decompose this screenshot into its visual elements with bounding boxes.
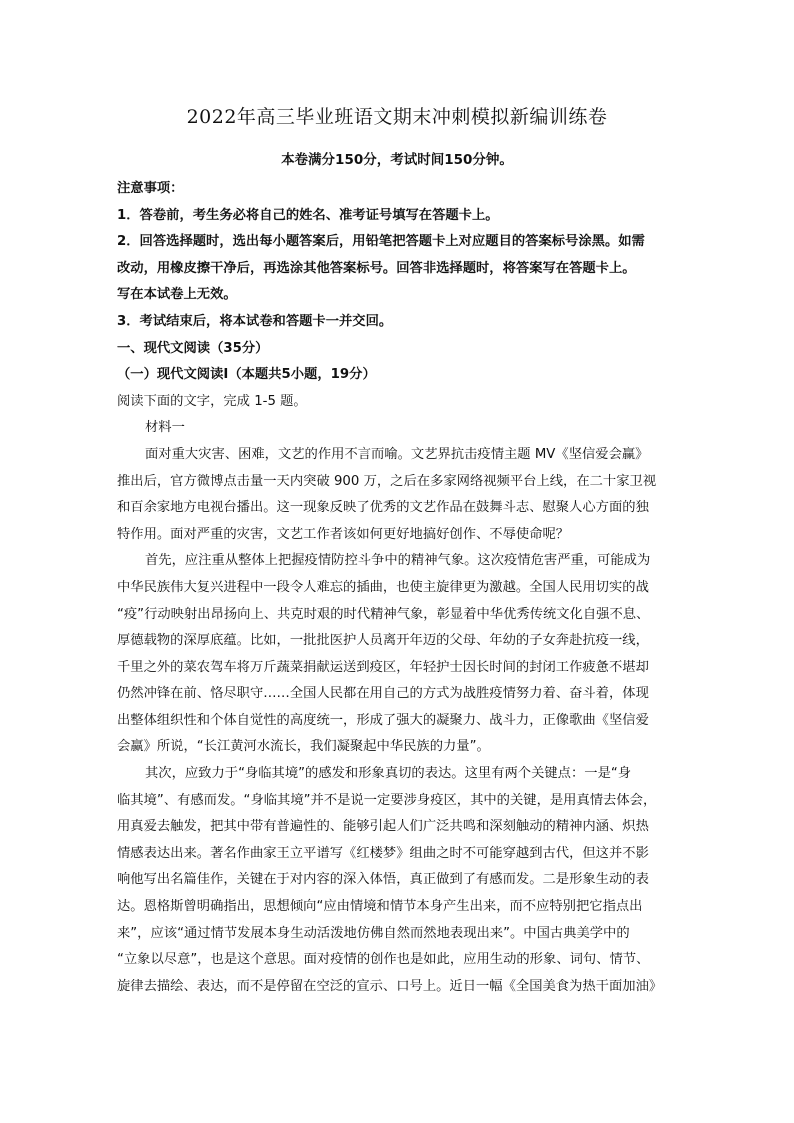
- para2-line-4: 厚德载物的深厚底蕴。比如，一批批医护人员离开年迈的父母、年幼的子女奔赴抗疫一线，: [117, 633, 649, 649]
- para3-line-4: 情感表达出来。著名作曲家王立平谱写《红楼梦》组曲之时不可能穿越到古代，但这并不影: [117, 845, 649, 861]
- para2-line-6: 仍然冲锋在前、恪尽职守……全国人民都在用自己的方式为战胜疫情努力着、奋斗着，体现: [117, 686, 649, 702]
- para2-line-8: 会赢》所说，“长江黄河水流长，我们凝聚起中华民族的力量”。: [117, 739, 490, 755]
- section-heading: 一、现代文阅读（35分）: [117, 340, 269, 356]
- para2-line-7: 出整体组织性和个体自觉性的高度统一，形成了强大的凝聚力、战斗力，正像歌曲《坚信爱: [117, 712, 649, 728]
- notice-line-4: 写在本试卷上无效。: [117, 287, 237, 303]
- notice-line-1: 1．答卷前，考生务必将自己的姓名、准考证号填写在答题卡上。: [117, 207, 499, 223]
- notice-line-3: 改动，用橡皮擦干净后，再选涂其他答案标号。回答非选择题时，将答案写在答题卡上。: [117, 260, 636, 276]
- para3-line-5: 响他写出名篇佳作，关键在于对内容的深入体悟，真正做到了有感而发。二是形象生动的表: [117, 872, 649, 888]
- para3-line-9: 旋律去描绘、表达，而不是停留在空泛的宣示、口号上。近日一幅《全国美食为热干面加油》: [117, 978, 663, 994]
- para1-line-1: 面对重大灾害、困难，文艺的作用不言而喻。文艺界抗击疫情主题 MV《坚信爱会赢》: [145, 446, 649, 462]
- para1-line-3: 和百余家地方电视台播出。这一现象反映了优秀的文艺作品在鼓舞斗志、慰聚人心方面的独: [117, 500, 649, 516]
- para3-line-7: 来”，应该“通过情节发展本身生动活泼地仿佛自然而然地表现出来”。中国古典美学中的: [117, 925, 630, 941]
- exam-title: 2022年高三毕业班语文期末冲刺模拟新编训练卷: [186, 106, 608, 128]
- para3-line-2: 临其境”、有感而发。“身临其境”并不是说一定要涉身疫区，其中的关键，是用真情去体会，: [117, 792, 657, 808]
- notice-line-2: 2．回答选择题时，选出每小题答案后，用铅笔把答题卡上对应题目的答案标号涂黑。如需: [117, 234, 645, 250]
- para1-line-4: 特作用。面对严重的灾害，文艺工作者该如何更好地搞好创作、不辱使命呢？: [117, 526, 570, 542]
- para3-line-6: 达。恩格斯曾明确指出，思想倾向“应由情境和情节本身产生出来，而不应特别把它指点出: [117, 899, 643, 915]
- para2-line-1: 首先，应注重从整体上把握疫情防控斗争中的精神气象。这次疫情危害严重，可能成为: [145, 553, 651, 569]
- notice-heading: 注意事项：: [117, 181, 184, 196]
- para3-line-1: 其次，应致力于“身临其境”的感发和形象真切的表达。这里有两个关键点：一是“身: [145, 766, 632, 782]
- para1-line-2: 推出后，官方微博点击量一天内突破 900 万，之后在多家网络视频平台上线，在二十家卫视: [117, 473, 657, 489]
- subsection-heading: （一）现代文阅读Ⅰ（本题共5小题，19分）: [117, 367, 376, 383]
- notice-line-5: 3．考试结束后，将本试卷和答题卡一并交回。: [117, 313, 393, 329]
- para2-line-2: 中华民族伟大复兴进程中一段令人难忘的插曲，也使主旋律更为激越。全国人民用切实的战: [117, 579, 649, 595]
- para2-line-3: “疫”行动映射出昂扬向上、共克时艰的时代精神气象，彰显着中华优秀传统文化自强不息、: [117, 606, 650, 622]
- para3-line-3: 用真爱去触发，把其中带有普遍性的、能够引起人们广泛共鸣和深刻触动的精神内涵、炽热: [117, 819, 649, 835]
- exam-content: [117, 176, 687, 1000]
- para2-line-5: 千里之外的菜农驾车将万斤蔬菜捐献运送到疫区，年轻护士因长时间的封闭工作疲惫不堪却: [117, 659, 649, 675]
- exam-subtitle: 本卷满分150分，考试时间150分钟。: [281, 152, 513, 168]
- instruction-text: 阅读下面的文字，完成 1-5 题。: [117, 393, 307, 409]
- para3-line-8: “立象以尽意”，也是这个意思。面对疫情的创作也是如此，应用生动的形象、词句、情节、: [117, 952, 650, 968]
- material-label: 材料一: [145, 420, 185, 436]
